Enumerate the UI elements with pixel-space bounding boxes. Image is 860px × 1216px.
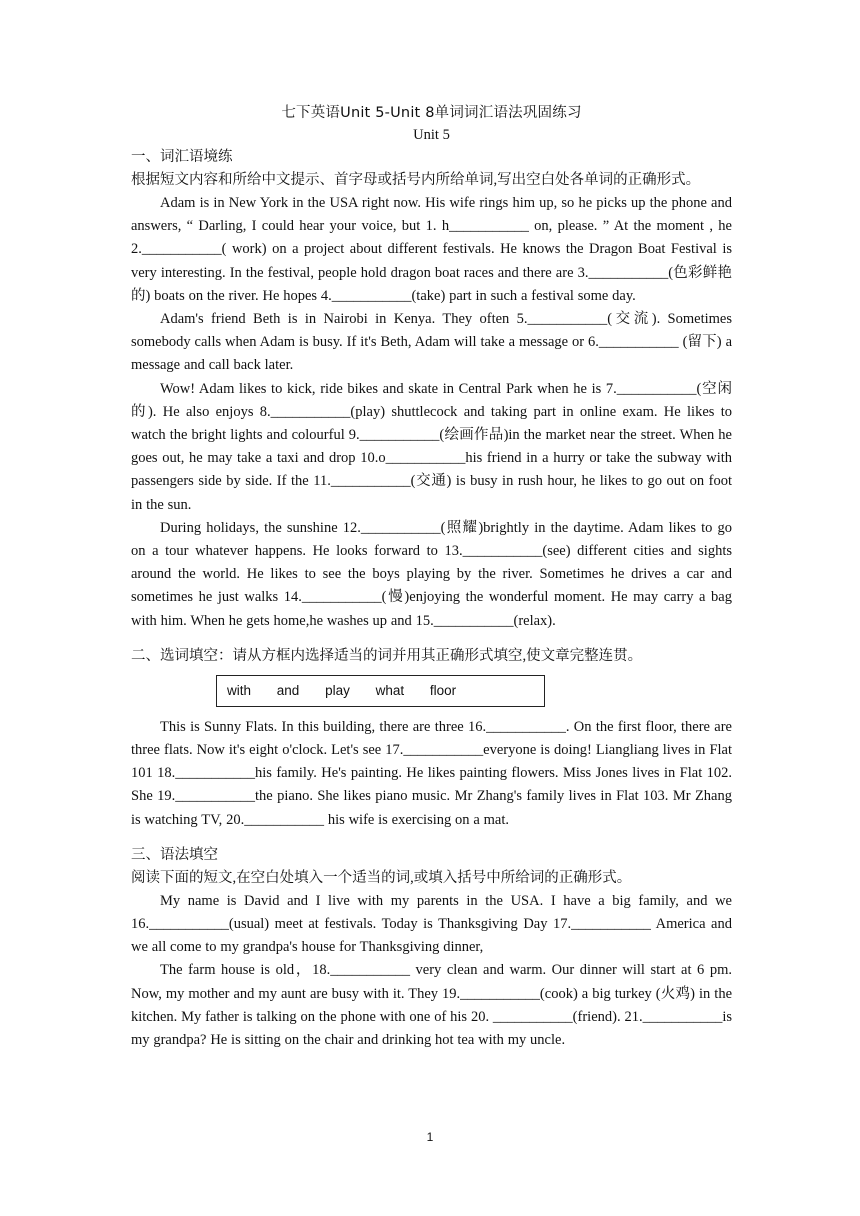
section2-heading: 二、选词填空：请从方框内选择适当的词并用其正确形式填空,使文章完整连贯。: [131, 647, 643, 664]
section1-paragraph: Adam's friend Beth is in Nairobi in Kenya. They often 5.___________(交流). Sometimes somebody calls when Adam is busy. If it's Beth, Adam will take a message or 6.___________ (留下) a message and call back later.: [131, 311, 732, 374]
section1-heading: 一、词汇语境练: [131, 149, 233, 165]
word-bank-item: with: [227, 682, 252, 698]
word-bank-item: play: [325, 682, 350, 698]
word-bank-item: what: [375, 682, 405, 698]
page-content: [131, 102, 732, 1052]
spacer: [131, 832, 732, 844]
page-number: 1: [426, 1130, 434, 1144]
word-bank-item: floor: [429, 682, 457, 698]
word-bank-box: [216, 675, 545, 707]
page-subtitle: Unit 5: [413, 127, 450, 143]
section2-paragraph: This is Sunny Flats. In this building, there are three 16.___________. On the first floor, there are three flats. Now it's eight o'clock. Let's see 17.___________everyone is doing! Liangliang lives in Flat 101 18.___________his family. He's painting. He likes painting flowers. Miss Jones lives in Flat 102. She 19.___________the piano. She likes piano music. Mr Zhang's family lives in Flat 103. Mr Zhang is watching TV, 20.___________ his wife is exercising on a mat.: [131, 718, 732, 828]
section3-paragraph: The farm house is old，18.___________ very clean and warm. Our dinner will start at 6 pm. Now, my mother and my aunt are busy with it. They 19.___________(cook) a big turkey (火鸡) in the kitchen. My father is talking on the phone with one of his 20. ___________(friend). 21.___________is my grandpa? He is sitting on the chair and drinking hot tea with my uncle.: [131, 962, 732, 1049]
section1-paragraph: Wow! Adam likes to kick, ride bikes and skate in Central Park when he is 7.___________(空闲的). He also enjoys 8.___________(play) shuttlecock and taking part in online exam. He likes to watch the bright lights and colourful 9.___________(绘画作品)in the market near the street. When he goes out, he may take a taxi and drop 10.o___________his friend in a hurry or take the subway with passengers side by side. If the 11.___________(交通) is busy in rush hour, he likes to go out on foot in the sun.: [131, 380, 732, 513]
word-bank-item: and: [276, 682, 300, 698]
section3-paragraph: My name is David and I live with my parents in the USA. I have a big family, and we 16.___________(usual) meet at festivals. Today is Thanksgiving Day 17.___________ America and we all come to my grandpa's house for Thanksgiving dinner,: [131, 892, 732, 956]
page-title: 七下英语Unit 5-Unit 8单词词汇语法巩固练习: [281, 105, 582, 121]
section3-heading: 三、语法填空: [131, 846, 218, 863]
section3-instruction: 阅读下面的短文,在空白处填入一个适当的词,或填入括号中所给词的正确形式。: [131, 869, 632, 886]
section1-paragraph: During holidays, the sunshine 12.___________(照耀)brightly in the daytime. Adam likes to go on a tour whatever happens. He looks forward to 13.___________(see) different cities and sights around the world. He likes to see the boys playing by the river. Sometimes he drives a car and sometimes he just walks 14.___________(慢)enjoying the wonderful moment. He may carry a bag with him. When he gets home,he washes up and 15.___________(relax).: [131, 519, 732, 629]
section1-instruction: 根据短文内容和所给中文提示、首字母或括号内所给单词,写出空白处各单词的正确形式。: [131, 172, 701, 188]
spacer: [131, 633, 732, 645]
section1-paragraph: Adam is in New York in the USA right now. His wife rings him up, so he picks up the phone and answers, “ Darling, I could hear your voice, but 1. h___________ on, please. ” At the moment , he 2.___________( work) on a project about different festivals. He knows the Dragon Boat Festival is very interesting. In the festival, people hold dragon boat races and there are 3.___________(色彩鲜艳的) boats on the river. He hopes 4.___________(take) part in such a festival some day.: [131, 195, 732, 304]
